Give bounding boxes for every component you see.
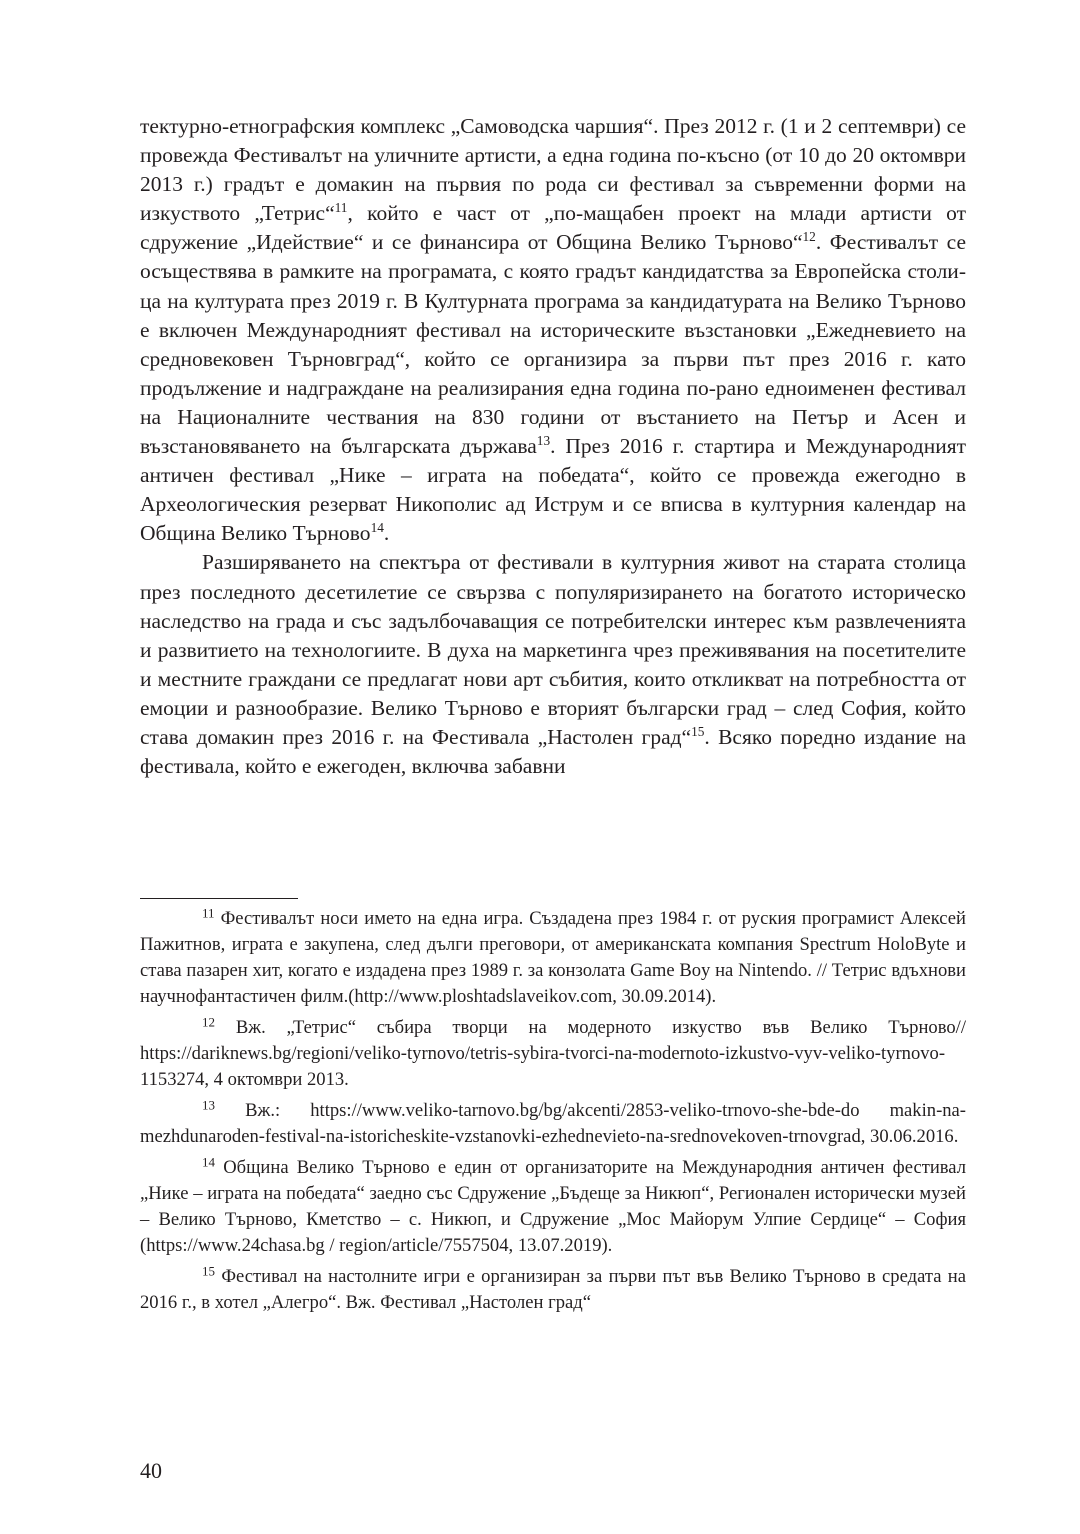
footnote-11 xyxy=(140,906,966,1010)
paragraph-2 xyxy=(140,548,966,781)
footnote-number: 14 xyxy=(202,1154,216,1170)
paragraph-1-text: тектурно-етнографския комплекс „Самоводска чаршия“. През 2012 г. (1 и 2 септември) се провежда Фестивалът на уличните артисти, а една година по-късно (от 10 до 20 октомври 2013 г.) градът е домакин на първия по рода си фестивал за съвременни форми на изкуството „Тетрис“ xyxy=(140,114,966,226)
footnote-ref-15[interactable]: 15 xyxy=(691,723,705,739)
footnote-text: Вж. „Тетрис“ събира творци на модерното изкуство във Велико Търново// https://dariknews.bg/regioni/veliko-tyrnovo/tetris-sybira-tvorci-na-modernoto-izkustvo-vyv-veliko-tyrnovo-1153274, 4 октомври 2013. xyxy=(140,1017,966,1090)
page-number: 40 xyxy=(140,1458,162,1483)
footnote-text: Община Велико Търново е един от организаторите на Международния античен фестивал „Нике – играта на победата“ заедно със Сдружение „Бъдеще за Никюп“, Регионален исторически музей – Велико Търново, Кметство – с. Никюп, и Сдружение „Мос Майорум Улпие Сердице“ – София (https://www.24chasa.bg / region/article/7557504, 13.07.2019). xyxy=(140,1157,966,1256)
footnote-ref-14[interactable]: 14 xyxy=(370,520,384,536)
footnote-14 xyxy=(140,1155,966,1259)
paragraph-2-text: Разширяването на спектъра от фестивали в културния живот на старата столица през последното десетилетие се свързва с популяризирането на богатото историческо наследство на града и със задълбочаващия се потребителски интерес към развлеченията и развитието на технологиите. В духа на маркетинга чрез преживявания на посетителите и местните граждани се предлагат нови арт събития, които откликват на потребността от емоции и разнообразие. Велико Търново е вторият български град – след София, който става домакин през 2016 г. на Фестивала „Настолен град“ xyxy=(140,550,966,749)
footnote-15 xyxy=(140,1264,966,1316)
footnote-text: Фестивалът носи името на една игра. Създадена през 1984 г. от руския програмист Алексей Пажитнов, играта е закупена, след дълги преговори, от американската компания Spectrum HoloByte и става пазарен хит, когато е издадена през 1989 г. за конзолата Game Boy на Nintendo. // Тетрис вдъхнови научнофантастичен филм.(http://www.ploshtadslaveikov.com, 30.09.2014). xyxy=(140,908,966,1007)
footnote-13 xyxy=(140,1098,966,1150)
paragraph-1-text: . xyxy=(383,521,390,546)
footnote-number: 11 xyxy=(202,905,215,921)
footnote-text: Вж.: https://www.veliko-tarnovo.bg/bg/akcenti/2853-veliko-trnovo-she-bde-do makin-na-mezhdunaroden-festival-na-istoricheskite-vzstanovki-ezhednevieto-na-srednovekoven-trnovgrad, 30.06.2016. xyxy=(140,1100,967,1147)
footnote-ref-13[interactable]: 13 xyxy=(536,432,551,448)
footnote-text: Фестивал на настолните игри е организиран за първи път във Велико Търново в средата на 2016 г., в хотел „Алегро“. Вж. Фестивал „Настолен град“ xyxy=(140,1266,966,1313)
footnote-12 xyxy=(140,1015,966,1093)
footnote-ref-12[interactable]: 12 xyxy=(802,229,816,245)
paragraph-1-text: . Фестивалът се осъществява в рамките на програмата, с която градът кандидатства за Европейска столица на културата през 2019 г. В Културната програма за кандидатурата на Велико Търново е включен Международният фестивал на историческите възстановки „Ежедневието на средновековен Търновград“, който се организира за първи път през 2016 г. като продължение и надграждане на реализирания една година по-рано едноименен фестивал на Националните чествания на 830 години от въстанието на Петър и Асен и възстановяването на българската държава xyxy=(140,230,966,459)
paragraph-1-text: , който е част от „по-мащабен проект на млади артисти от сдружение „Идействие“ и се финансира от Община Велико Търново“ xyxy=(140,201,966,255)
footnote-ref-11[interactable]: 11 xyxy=(334,200,348,216)
main-text xyxy=(140,112,966,781)
footnote-number: 12 xyxy=(202,1014,216,1030)
footnote-number: 15 xyxy=(202,1263,216,1279)
footnote-separator xyxy=(140,898,298,899)
footnotes xyxy=(140,906,966,1321)
paragraph-1-text: . През 2016 г. стартира и Международният античен фестивал „Нике – играта на победата“, който се провежда ежегодно в Археологическия резерват Никополис ад Иструм и се вписва в културния календар на Община Велико Търново xyxy=(140,434,966,546)
paragraph-1 xyxy=(140,112,966,548)
footnote-number: 13 xyxy=(202,1097,216,1113)
paragraph-2-text: . Всяко поредно издание на фестивала, който е ежегоден, включва забавни xyxy=(140,724,966,779)
